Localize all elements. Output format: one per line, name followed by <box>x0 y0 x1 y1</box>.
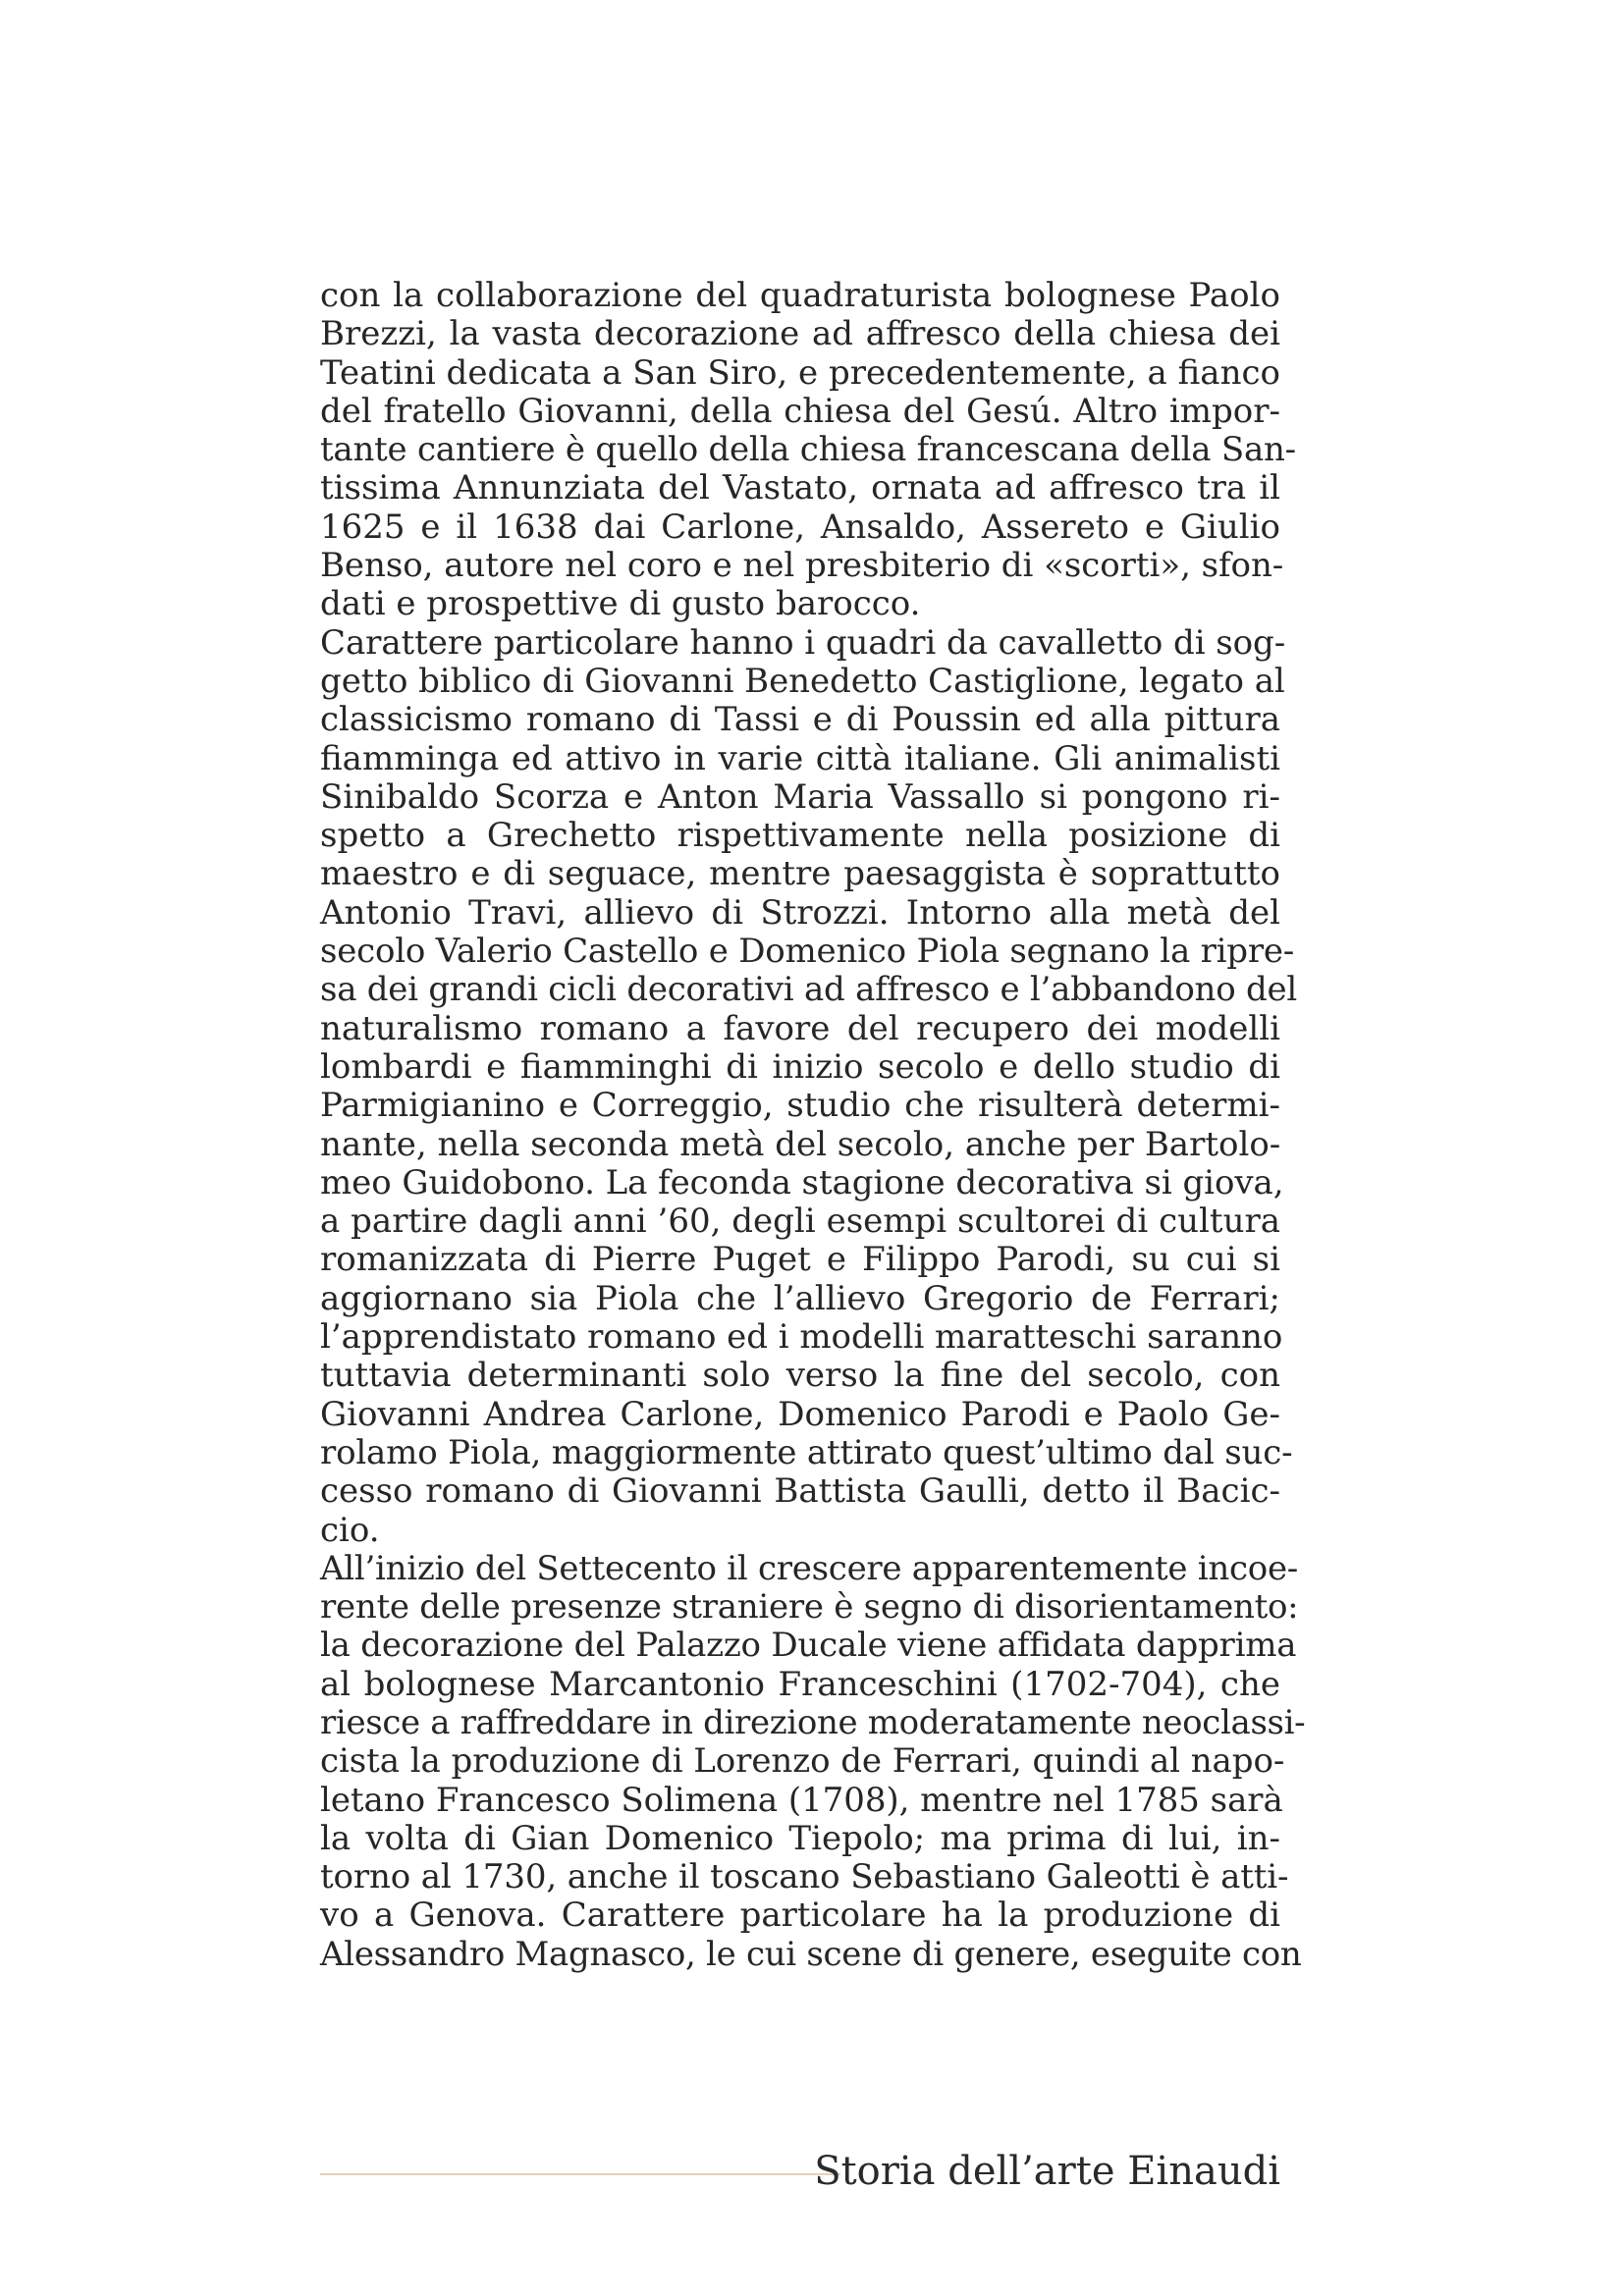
text-line: cista la produzione di Lorenzo de Ferrari, quindi al napo- <box>320 1741 1285 1782</box>
text-line: Sinibaldo Scorza e Anton Maria Vassallo si pongono ri- <box>320 776 1280 817</box>
text-line: Giovanni Andrea Carlone, Domenico Parodi e Paolo Ge- <box>320 1394 1280 1434</box>
text-line: meo Guidobono. La feconda stagione decorativa si giova, <box>320 1162 1284 1202</box>
text-line: naturalismo romano a favore del recupero dei modelli <box>320 1008 1280 1048</box>
text-line: con la collaborazione del quadraturista bolognese Paolo <box>320 276 1280 315</box>
text-line: tuttavia determinanti solo verso la fine del secolo, con <box>320 1356 1280 1396</box>
text-line: l’apprendistato romano ed i modelli maratteschi saranno <box>320 1317 1283 1358</box>
text-line: dati e prospettive di gusto barocco. <box>320 584 921 624</box>
text-line: sa dei grandi cicli decorativi ad affresco e l’abbandono del <box>320 970 1298 1010</box>
text-line: la decorazione del Palazzo Ducale viene affidata dapprima <box>320 1626 1297 1666</box>
text-line: tante cantiere è quello della chiesa francescana della San- <box>320 430 1296 470</box>
text-line: aggiornano sia Piola che l’allievo Gregorio de Ferrari; <box>320 1278 1280 1318</box>
text-line: vo a Genova. Carattere particolare ha la produzione di <box>320 1896 1280 1936</box>
text-line: getto biblico di Giovanni Benedetto Castiglione, legato al <box>320 661 1285 701</box>
text-line: letano Francesco Solimena (1708), mentre nel 1785 sarà <box>320 1780 1283 1820</box>
text-line: spetto a Grechetto rispettivamente nella posizione di <box>320 816 1280 856</box>
text-line: Alessandro Magnasco, le cui scene di genere, eseguite con <box>320 1934 1302 1974</box>
text-line: riesce a raffreddare in direzione moderatamente neoclassi- <box>320 1702 1306 1742</box>
text-line: rente delle presenze straniere è segno di disorientamento: <box>320 1587 1299 1628</box>
paragraph <box>320 622 1298 1550</box>
text-line: Brezzi, la vasta decorazione ad affresco della chiesa dei <box>320 314 1280 354</box>
paragraph <box>320 276 1296 624</box>
text-line: la volta di Gian Domenico Tiepolo; ma prima di lui, in- <box>320 1818 1280 1858</box>
text-line: Carattere particolare hanno i quadri da cavalletto di sog- <box>320 622 1286 663</box>
text-line: lombardi e fiamminghi di inizio secolo e dello studio di <box>320 1046 1280 1087</box>
text-line: a partire dagli anni ’60, degli esempi scultorei di cultura <box>320 1201 1280 1242</box>
text-line: al bolognese Marcantonio Franceschini (1702-704), che <box>320 1664 1280 1704</box>
body-text <box>320 276 1306 1974</box>
footer-title: Storia dell’arte Einaudi <box>814 2149 1280 2194</box>
text-line: All’inizio del Settecento il crescere apparentemente incoe- <box>320 1548 1299 1588</box>
text-line: classicismo romano di Tassi e di Poussin ed alla pittura <box>320 700 1280 740</box>
footer-rule <box>320 2173 840 2175</box>
text-line: nante, nella seconda metà del secolo, anche per Bartolo- <box>320 1124 1281 1164</box>
text-line: romanizzata di Pierre Puget e Filippo Parodi, su cui si <box>320 1240 1280 1280</box>
text-line: secolo Valerio Castello e Domenico Piola segnano la ripre- <box>320 932 1295 972</box>
text-line: torno al 1730, anche il toscano Sebastiano Galeotti è atti- <box>320 1857 1289 1897</box>
text-line: rolamo Piola, maggiormente attirato quest’ultimo dal suc- <box>320 1432 1293 1472</box>
text-line: cio. <box>320 1510 380 1550</box>
paragraph <box>320 1548 1306 1974</box>
text-line: maestro e di seguace, mentre paesaggista è soprattutto <box>320 854 1280 894</box>
text-line: Parmigianino e Correggio, studio che risulterà determi- <box>320 1086 1280 1126</box>
text-line: Benso, autore nel coro e nel presbiterio di «scorti», sfon- <box>320 546 1284 586</box>
text-line: cesso romano di Giovanni Battista Gaulli, detto il Bacic- <box>320 1471 1280 1512</box>
text-line: tissima Annunziata del Vastato, ornata ad affresco tra il <box>320 468 1280 508</box>
text-line: 1625 e il 1638 dai Carlone, Ansaldo, Assereto e Giulio <box>320 507 1280 547</box>
text-line: Teatini dedicata a San Siro, e precedentemente, a fianco <box>320 352 1280 393</box>
text-line: Antonio Travi, allievo di Strozzi. Intorno alla metà del <box>320 892 1280 933</box>
text-line: del fratello Giovanni, della chiesa del Gesú. Altro impor- <box>320 391 1280 431</box>
text-line: fiamminga ed attivo in varie città italiane. Gli animalisti <box>320 738 1280 778</box>
